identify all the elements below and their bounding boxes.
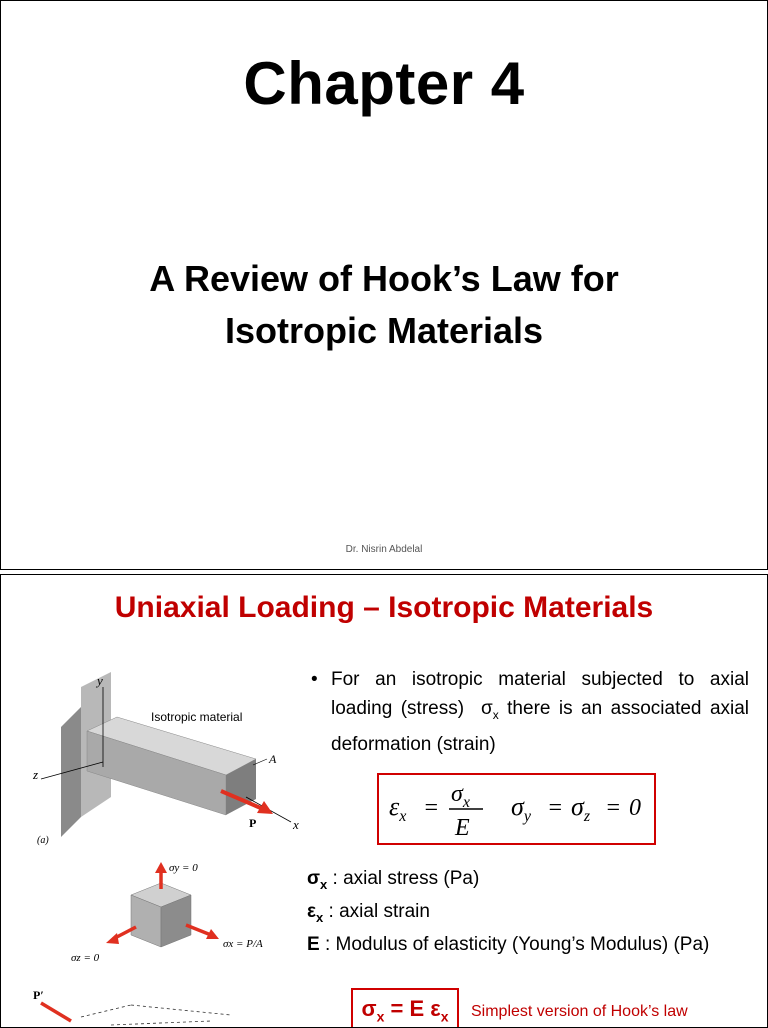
strain-equation-box — [377, 773, 656, 845]
axis-y-label: y — [97, 673, 103, 688]
bullet-sigma-sub: x — [492, 707, 499, 722]
chapter-subtitle — [61, 253, 707, 357]
hooke-sigma-sub: x — [376, 1008, 385, 1025]
def-sigma-sub: x — [320, 876, 328, 892]
axis-x-label: x — [293, 817, 299, 832]
def-epsilon-sub: x — [316, 909, 324, 925]
def-epsilon-symbol: ε — [307, 900, 317, 922]
hooke-law-note: Simplest version of Hook’s law — [471, 1003, 688, 1020]
cantilever-figure — [31, 667, 311, 847]
wall-side — [61, 707, 81, 837]
figure-part-a-label: (a) — [37, 835, 49, 846]
p-prime-arrow — [41, 1003, 71, 1021]
bullet-text — [331, 665, 749, 759]
hooke-epsilon-sub: x — [440, 1008, 449, 1025]
eq-sigma-y: $\sigma_y$ — [511, 792, 531, 825]
definition-epsilon — [307, 898, 709, 931]
sigma-y-arrowhead — [155, 862, 167, 873]
uniaxial-loading-slide — [0, 574, 768, 1028]
hooke-law-box — [351, 988, 459, 1028]
chapter-title: Chapter 4 — [243, 50, 525, 117]
point-a-label: A — [269, 752, 277, 766]
axis-z-label: z — [33, 767, 39, 782]
bottom-partial-figure — [31, 985, 261, 1027]
definition-e — [307, 931, 709, 958]
slide-title: Uniaxial Loading – Isotropic Materials — [114, 591, 654, 624]
def-sigma-symbol: σ — [307, 868, 320, 889]
force-p-label: P — [249, 816, 257, 830]
def-e-symbol: E — [307, 933, 320, 955]
hooke-sigma: σ — [361, 996, 377, 1021]
isotropic-material-label: Isotropic material — [151, 710, 243, 724]
eq-sigma-z: $\sigma_z$ — [571, 792, 591, 825]
def-sigma-text: : axial stress (Pa) — [327, 868, 480, 889]
dashed-outline-3 — [111, 1021, 211, 1025]
bullet-text-end: there is an associated axial deformation (strain) — [331, 698, 750, 755]
bullet-text-start: For an isotropic material subjected to axial loading (stress) — [331, 669, 749, 719]
author-footer: Dr. Nisrin Abdelal — [345, 544, 423, 555]
eq-equals-3: = — [605, 795, 622, 821]
bullet-sigma: σ — [480, 698, 493, 719]
stress-element-figure — [51, 855, 291, 975]
sigma-z-arrowhead — [106, 933, 119, 944]
subtitle-line-2: Isotropic Materials — [224, 310, 544, 351]
equation-svg — [379, 775, 654, 843]
definitions-list — [307, 865, 709, 958]
dashed-outline-2 — [131, 1005, 231, 1015]
eq-equals-1: = — [423, 795, 440, 821]
sigma-x-label: σx = P/A — [223, 938, 263, 950]
bullet-dot: • — [311, 669, 318, 690]
bullet-paragraph — [313, 665, 749, 759]
def-epsilon-text: : axial strain — [323, 900, 430, 922]
hooke-middle: = E ε — [384, 996, 441, 1021]
dashed-outline-1 — [81, 1005, 131, 1017]
eq-equals-2: = — [547, 795, 564, 821]
eq-e: E — [455, 815, 470, 841]
force-p-prime-label: P′ — [33, 988, 44, 1002]
eq-sigma-x: $\sigma_x$ — [451, 781, 470, 811]
eq-epsilon: $\varepsilon_x$ — [389, 792, 407, 825]
eq-zero: 0 — [629, 795, 641, 821]
sigma-y-label: σy = 0 — [169, 862, 198, 874]
def-e-text: : Modulus of elasticity (Young’s Modulus) (Pa) — [319, 933, 710, 955]
sigma-z-label: σz = 0 — [71, 952, 100, 964]
definition-sigma — [307, 865, 709, 898]
subtitle-line-1: A Review of Hook’s Law for — [149, 258, 619, 299]
